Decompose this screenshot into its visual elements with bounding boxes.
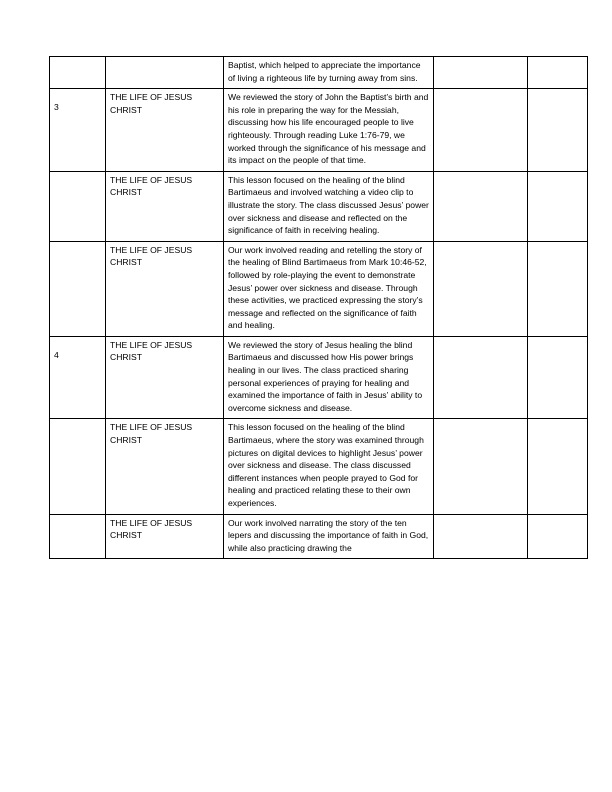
table-row [50,336,588,419]
description-cell: We reviewed the story of John the Baptist’s birth and his role in preparing the way for the Messiah, discussing how his life encouraged people to live righteously. Through reading Luke 1:76-79, we worked through the significance of his message and its impact on the people of that time. [224,89,434,172]
empty-cell [434,336,528,419]
topic-cell [106,57,224,89]
empty-cell [528,514,588,559]
description-cell: Baptist, which helped to appreciate the importance of living a righteous life by turning away from sins. [224,57,434,89]
week-cell [50,241,106,336]
table-row [50,514,588,559]
empty-cell [528,57,588,89]
table-row [50,89,588,172]
week-cell: 3 [50,89,106,172]
week-cell [50,171,106,241]
empty-cell [434,171,528,241]
empty-cell [528,336,588,419]
table-row [50,241,588,336]
description-cell: We reviewed the story of Jesus healing the blind Bartimaeus and discussed how His power brings healing in our lives. The class practiced sharing personal experiences of praying for healing and examined the importance of faith in Jesus’ ability to overcome sickness and disease. [224,336,434,419]
topic-cell: THE LIFE OF JESUS CHRIST [106,89,224,172]
empty-cell [528,419,588,514]
empty-cell [528,89,588,172]
table-row [50,57,588,89]
empty-cell [434,241,528,336]
description-cell: This lesson focused on the healing of the blind Bartimaeus, where the story was examined through pictures on digital devices to highlight Jesus’ power over sickness and disease. The class discussed different instances when people prayed to God for healing and practiced relating these to their own experiences. [224,419,434,514]
description-cell: Our work involved narrating the story of the ten lepers and discussing the importance of faith in God, while also practicing drawing the [224,514,434,559]
week-cell: 4 [50,336,106,419]
topic-cell: THE LIFE OF JESUS CHRIST [106,419,224,514]
topic-cell: THE LIFE OF JESUS CHRIST [106,241,224,336]
empty-cell [434,419,528,514]
empty-cell [528,241,588,336]
topic-cell: THE LIFE OF JESUS CHRIST [106,336,224,419]
empty-cell [434,89,528,172]
empty-cell [434,57,528,89]
topic-cell: THE LIFE OF JESUS CHRIST [106,171,224,241]
table-row [50,171,588,241]
empty-cell [528,171,588,241]
description-cell: Our work involved reading and retelling the story of the healing of Blind Bartimaeus from Mark 10:46-52, followed by role-playing the event to demonstrate Jesus’ power over sickness and disease. Through these activities, we practiced expressing the story’s message and reflected on the significance of faith and healing. [224,241,434,336]
topic-cell: THE LIFE OF JESUS CHRIST [106,514,224,559]
week-cell [50,57,106,89]
week-cell [50,419,106,514]
lesson-log-table [49,56,588,559]
week-cell [50,514,106,559]
table-row [50,419,588,514]
description-cell: This lesson focused on the healing of the blind Bartimaeus and involved watching a video clip to illustrate the story. The class discussed Jesus’ power over sickness and disease and reflected on the significance of faith in receiving healing. [224,171,434,241]
empty-cell [434,514,528,559]
